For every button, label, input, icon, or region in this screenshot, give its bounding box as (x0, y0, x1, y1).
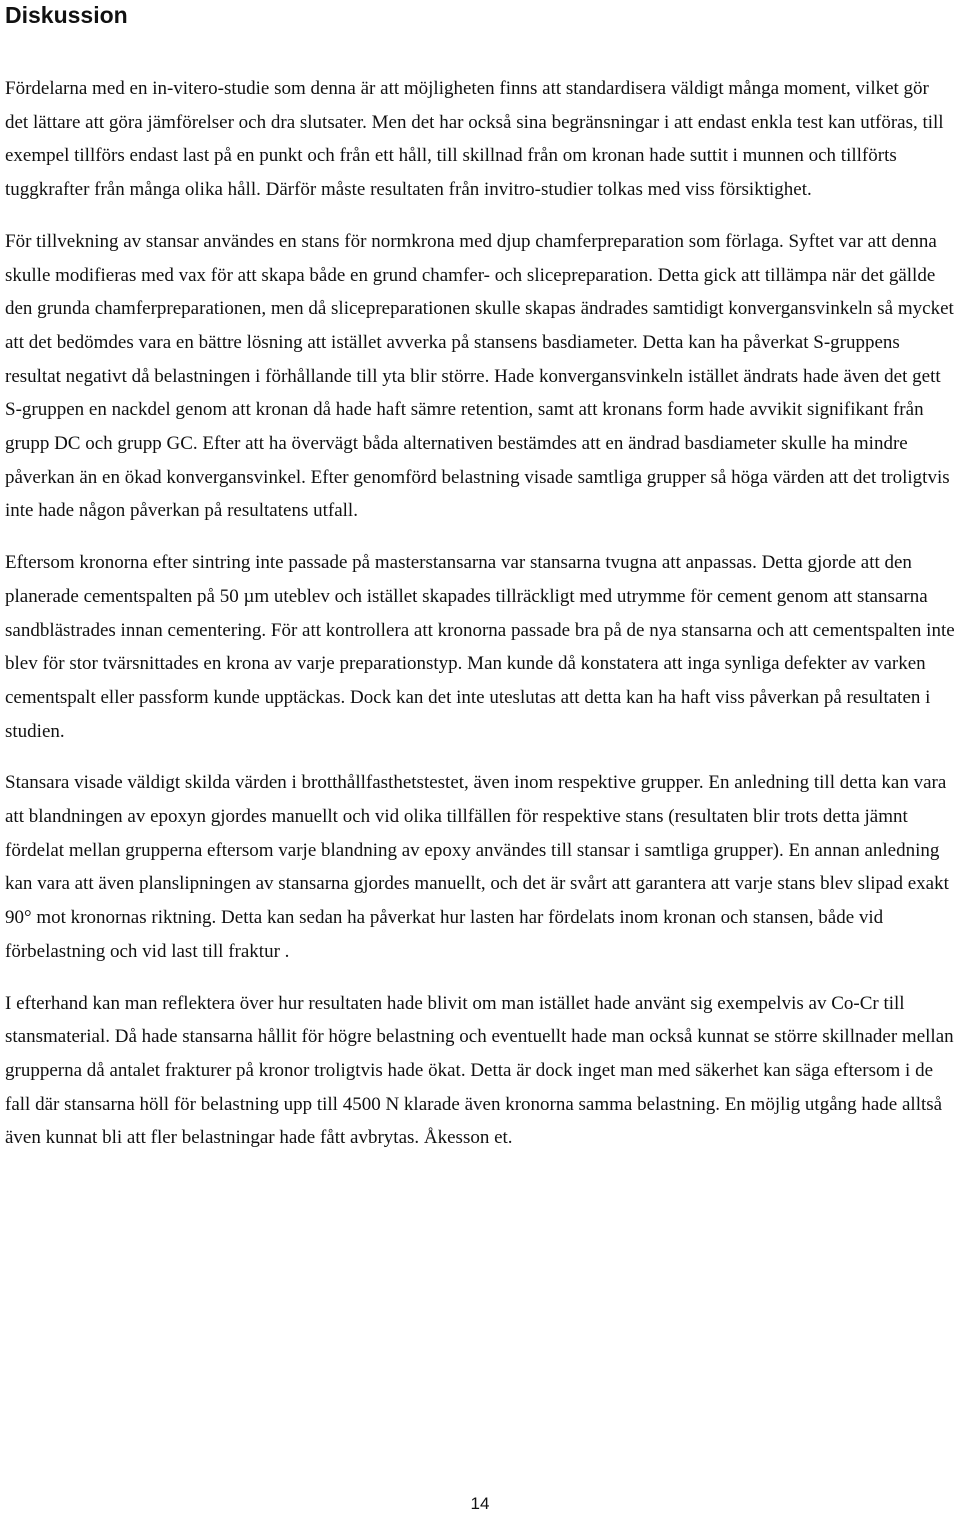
page-number: 14 (470, 1494, 490, 1513)
body-text (5, 72, 956, 1155)
paragraph-reflection: I efterhand kan man reflektera över hur resultaten hade blivit om man istället hade använt sig exempelvis av Co-Cr till stansmaterial. Då hade stansarna hållit för högre belastning och eventuellt hade man också kunnat se större skillnader mellan grupperna då antalet frakturer på kronor troligtvis hade ökat. Detta är dock inget man med säkerhet kan säga eftersom i de fall där stansarna höll för belastning upp till 4500 N klarade även kronorna samma belastning. En möjlig utgång hade alltså även kunnat bli att fler belastningar hade fått avbrytas. Åkesson et. (5, 992, 954, 1149)
paragraph-advantages: Fördelarna med en in-vitero-studie som denna är att möjligheten finns att standardisera väldigt många moment, vilket gör det lättare att göra jämförelser och dra slutsater. Men det har också sina begränsningar i att endast enkla test kan utföras, till exempel tillförs endast last på en punkt och från ett håll, till skillnad från om kronan hade suttit i munnen och tillförts tuggkrafter från många olika håll. Därför måste resultaten från invitro-studier tolkas med viss försiktighet. (5, 78, 944, 201)
section-heading: Diskussion (5, 2, 128, 28)
paragraph-fracture-values: Stansara visade väldigt skilda värden i brotthållfasthetstestet, även inom respektive grupper. En anledning till detta kan vara att blandningen av epoxyn gjordes manuellt och vid olika tillfällen för respektive stans (resultaten blir trots detta jämnt fördelat mellan grupperna eftersom varje blandning av epoxy användes till stansar i samtliga grupper). En annan anledning kan vara att även planslipningen av stansarna gjordes manuellt, och det är svårt att garantera att varje stans blev slipad exakt 90° mot kronornas riktning. Detta kan sedan ha påverkat hur lasten har fördelats inom kronan och stansen, både vid förbelastning och vid last till fraktur . (5, 772, 949, 962)
paragraph-crown-fit: Eftersom kronorna efter sintring inte passade på masterstansarna var stansarna tvugna att anpassas. Detta gjorde att den planerade cementspalten på 50 µm uteblev och istället skapades tillräckligt med utrymme för cement genom att stansarna sandblästrades innan cementering. För att kontrollera att kronorna passade bra på de nya stansarna och att cementspalten inte blev för stor tvärsnittades en krona av varje preparationstyp. Man kunde då konstatera att inga synliga defekter av varken cementspalt eller passform kunde upptäckas. Dock kan det inte uteslutas att detta kan ha haft viss påverkan på resultaten i studien. (5, 552, 955, 742)
paragraph-die-fabrication: För tillvekning av stansar användes en stans för normkrona med djup chamferpreparation som förlaga. Syftet var att denna skulle modifieras med vax för att skapa både en grund chamfer- och slicepreparation. Detta gick att tillämpa när det gällde den grunda chamferpreparationen, men då slicepreparationen skulle skapas ändrades samtidigt konvergansvinkeln så mycket att det bedömdes vara en bättre lösning att istället avverka på stansens basdiameter. Detta kan ha påverkat S-gruppens resultat negativt då belastningen i förhållande till yta blir större. Hade konvergansvinkeln istället ändrats hade även det gett S-gruppen en nackdel genom att kronan då hade haft sämre retention, samt att kronans form hade avvikit signifikant från grupp DC och grupp GC. Efter att ha övervägt båda alternativen bestämdes att en ändrad basdiameter skulle ha mindre påverkan än en ökad konvergansvinkel. Efter genomförd belastning visade samtliga grupper så höga värden att det troligtvis inte hade någon påverkan på resultatens utfall. (5, 230, 954, 522)
